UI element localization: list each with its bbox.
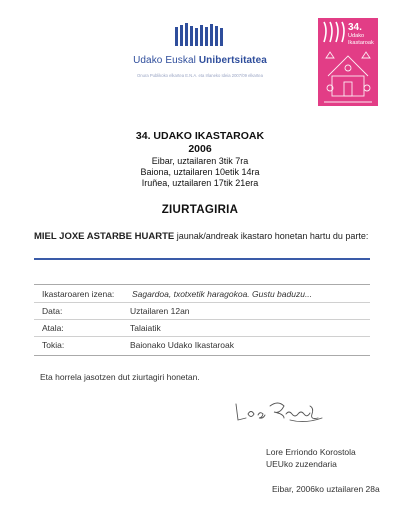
divider [34, 258, 370, 260]
closing-statement: Eta horrela jasotzen dut ziurtagiri honetan. [40, 372, 200, 382]
detail-label: Atala: [42, 323, 64, 333]
detail-label: Data: [42, 306, 63, 316]
poster-line2: Ikastaroak [348, 40, 374, 46]
detail-row [34, 287, 370, 301]
ueu-logo-icon [173, 22, 229, 50]
detail-row [34, 304, 370, 318]
course-details [34, 284, 370, 356]
place-date: Eibar, 2006ko uztailaren 28a [272, 484, 380, 494]
detail-value: Sagardoa, txotxetik haragokoa. Gustu baduzu... [132, 289, 313, 299]
course-poster [318, 18, 378, 106]
detail-value: Talaiatik [130, 323, 161, 333]
row-divider [34, 319, 370, 320]
participant-text: jaunak/andreak ikastaro honetan hartu du parte: [174, 231, 369, 241]
detail-label: Tokia: [42, 340, 65, 350]
event-location: Baiona, uztailaren 10etik 14ra [140, 167, 260, 177]
certificate-title: ZIURTAGIRIA [161, 204, 239, 216]
signer-role: UEUko zuzendaria [266, 459, 337, 469]
org-name-bold: Unibertsitatea [198, 55, 267, 66]
detail-value: Uztailaren 12an [130, 306, 190, 316]
signer-name: Lore Erriondo Korostola [266, 447, 356, 457]
detail-row [34, 321, 370, 335]
detail-row [34, 338, 370, 352]
participant-statement [34, 230, 372, 243]
event-location: Iruñea, uztailaren 17tik 21era [141, 178, 259, 188]
signature-icon [230, 398, 335, 426]
signer-block [266, 446, 356, 470]
legal-line: Onura Publikoko elkartea E.N.A. eta Irlaneko Ideia 2007/09 elkartea [137, 73, 263, 78]
poster-line1: Udako [348, 33, 365, 39]
org-name-prefix: Udako Euskal [133, 55, 199, 66]
participant-name: MIEL JOXE ASTARBE HUARTE [34, 231, 175, 242]
event-year: 2006 [188, 143, 212, 155]
detail-label: Ikastaroaren izena: [42, 289, 115, 299]
row-divider [34, 336, 370, 337]
poster-number: 34. [348, 22, 362, 33]
detail-value: Baionako Udako Ikastaroak [130, 340, 234, 350]
event-title: 34. UDAKO IKASTAROAK [135, 130, 265, 142]
row-divider [34, 302, 370, 303]
event-heading [0, 130, 400, 189]
event-location: Eibar, uztailaren 3tik 7ra [151, 156, 249, 166]
